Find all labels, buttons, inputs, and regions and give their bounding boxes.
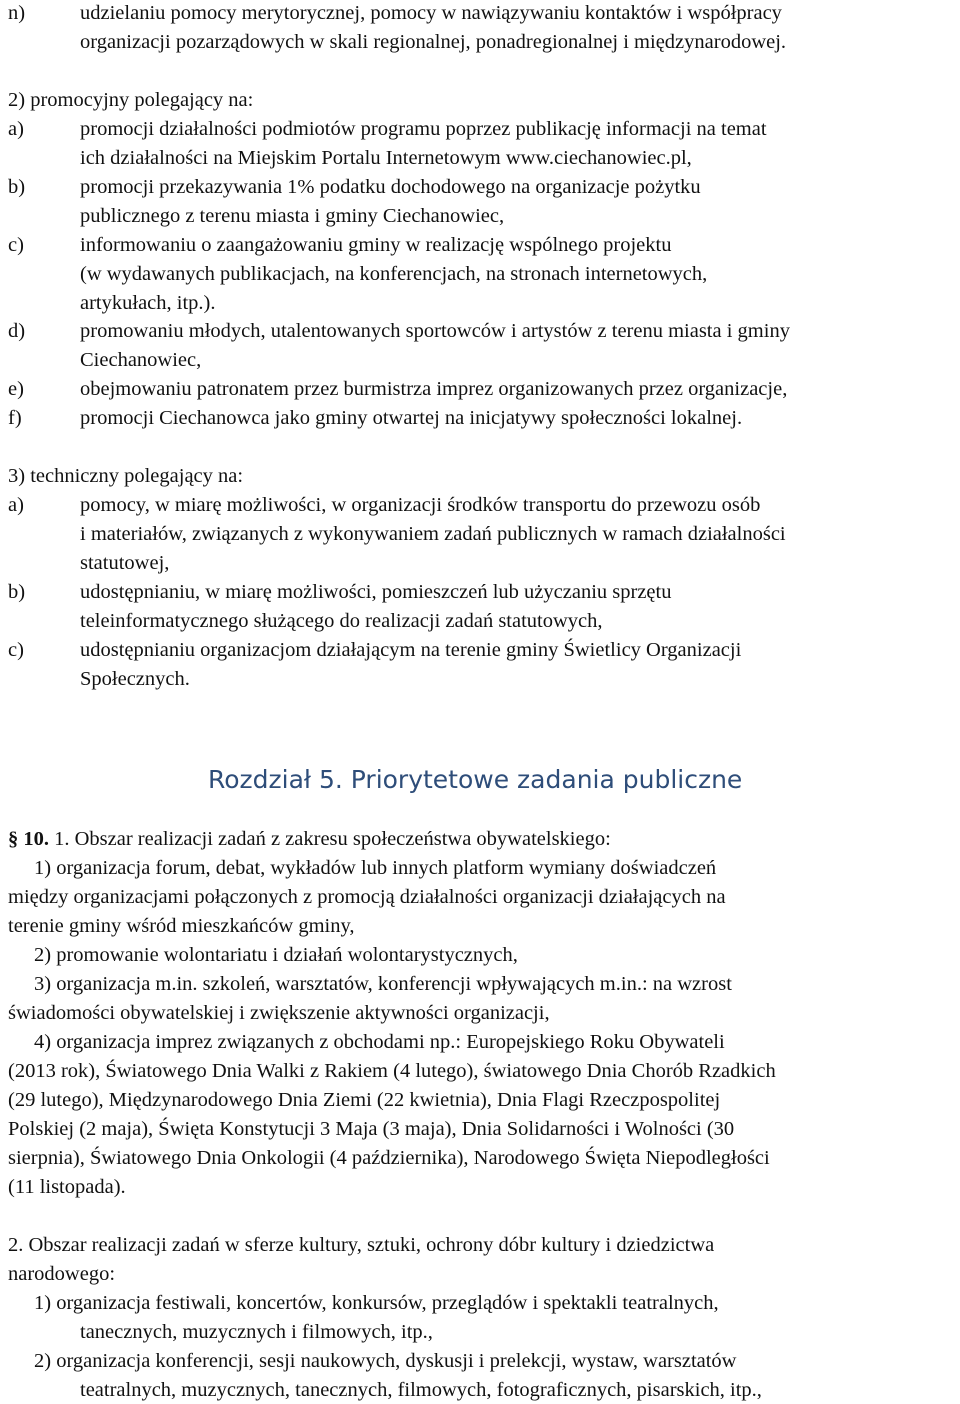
text-line: (w wydawanych publikacjach, na konferencjach, na stronach internetowych,	[80, 263, 708, 285]
text-line: 2. Obszar realizacji zadań w sferze kultury, sztuki, ochrony dóbr kultury i dziedzictwa	[8, 1234, 715, 1256]
text-line: (29 lutego), Międzynarodowego Dnia Ziemi (22 kwietnia), Dnia Flagi Rzeczpospolitej	[8, 1089, 721, 1111]
item-marker: d)	[8, 320, 26, 342]
text-line: promowaniu młodych, utalentowanych sportowców i artystów z terenu miasta i gminy	[80, 320, 790, 342]
text-line: 3) organizacja m.in. szkoleń, warsztatów, konferencji wpływających m.in.: na wzrost	[34, 973, 732, 995]
text-line: (2013 rok), Światowego Dnia Walki z Rakiem (4 lutego), światowego Dnia Chorób Rzadkich	[8, 1060, 776, 1082]
text-line: artykułach, itp.).	[80, 292, 216, 314]
text-line: publicznego z terenu miasta i gminy Ciechanowiec,	[80, 205, 505, 227]
paragraph-title: 1. Obszar realizacji zadań z zakresu społeczeństwa obywatelskiego:	[54, 828, 611, 850]
text-line: udzielaniu pomocy merytorycznej, pomocy w nawiązywaniu kontaktów i współpracy	[80, 2, 782, 24]
item-marker: a)	[8, 494, 24, 516]
text-line: obejmowaniu patronatem przez burmistrza imprez organizowanych przez organizacje,	[80, 378, 788, 400]
text-line: sierpnia), Światowego Dnia Onkologii (4 października), Narodowego Święta Niepodległości	[8, 1147, 770, 1169]
text-line: (11 listopada).	[8, 1176, 126, 1198]
text-line: ich działalności na Miejskim Portalu Internetowym www.ciechanowiec.pl,	[80, 147, 692, 169]
text-line: Ciechanowiec,	[80, 349, 202, 371]
text-line: promocji Ciechanowca jako gminy otwartej na inicjatywy społeczności lokalnej.	[80, 407, 743, 429]
text-line: udostępnianiu, w miarę możliwości, pomieszczeń lub użyczaniu sprzętu	[80, 581, 672, 603]
text-line: informowaniu o zaangażowaniu gminy w realizację wspólnego projektu	[80, 234, 672, 256]
item-marker: n)	[8, 2, 26, 24]
text-line: 2) promowanie wolontariatu i działań wolontarystycznych,	[34, 944, 518, 966]
text-line: statutowej,	[80, 552, 170, 574]
item-marker: c)	[8, 639, 24, 661]
paragraph-heading	[8, 826, 611, 852]
text-line: Społecznych.	[80, 668, 190, 690]
text-line: terenie gminy wśród mieszkańców gminy,	[8, 915, 355, 937]
text-line: udostępnianiu organizacjom działającym na terenie gminy Świetlicy Organizacji	[80, 639, 742, 661]
text-line: Polskiej (2 maja), Święta Konstytucji 3 Maja (3 maja), Dnia Solidarności i Wolności (30	[8, 1118, 735, 1140]
text-line: organizacji pozarządowych w skali regionalnej, ponadregionalnej i międzynarodowej.	[80, 31, 787, 53]
text-line: 1) organizacja festiwali, koncertów, konkursów, przeglądów i spektakli teatralnych,	[34, 1292, 719, 1314]
item-marker: b)	[8, 176, 26, 198]
text-line: promocji działalności podmiotów programu poprzez publikację informacji na temat	[80, 118, 767, 140]
text-line: między organizacjami połączonych z promocją działalności organizacji działających na	[8, 886, 726, 908]
paragraph-sign: § 10.	[8, 828, 49, 850]
text-line: 1) organizacja forum, debat, wykładów lub innych platform wymiany doświadczeń	[34, 857, 717, 879]
text-line: teatralnych, muzycznych, tanecznych, filmowych, fotograficznych, pisarskich, itp.,	[80, 1379, 762, 1401]
item-marker: c)	[8, 234, 24, 256]
text-line: 2) organizacja konferencji, sesji naukowych, dyskusji i prelekcji, wystaw, warsztatów	[34, 1350, 737, 1372]
text-line: narodowego:	[8, 1263, 116, 1285]
text-line: teleinformatycznego służącego do realizacji zadań statutowych,	[80, 610, 603, 632]
text-line: świadomości obywatelskiej i zwiększenie aktywności organizacji,	[8, 1002, 550, 1024]
text-line: pomocy, w miarę możliwości, w organizacji środków transportu do przewozu osób	[80, 494, 761, 516]
section-heading: 2) promocyjny polegający na:	[8, 89, 254, 111]
chapter-heading: Rozdział 5. Priorytetowe zadania publiczne	[208, 765, 743, 794]
text-line: i materiałów, związanych z wykonywaniem zadań publicznych w ramach działalności	[80, 523, 786, 545]
item-marker: b)	[8, 581, 26, 603]
text-line: promocji przekazywania 1% podatku dochodowego na organizacje pożytku	[80, 176, 701, 198]
section-heading: 3) techniczny polegający na:	[8, 465, 244, 487]
item-marker: f)	[8, 407, 22, 429]
text-line: 4) organizacja imprez związanych z obchodami np.: Europejskiego Roku Obywateli	[34, 1031, 725, 1053]
item-marker: e)	[8, 378, 24, 400]
item-marker: a)	[8, 118, 24, 140]
text-line: tanecznych, muzycznych i filmowych, itp.,	[80, 1321, 433, 1343]
